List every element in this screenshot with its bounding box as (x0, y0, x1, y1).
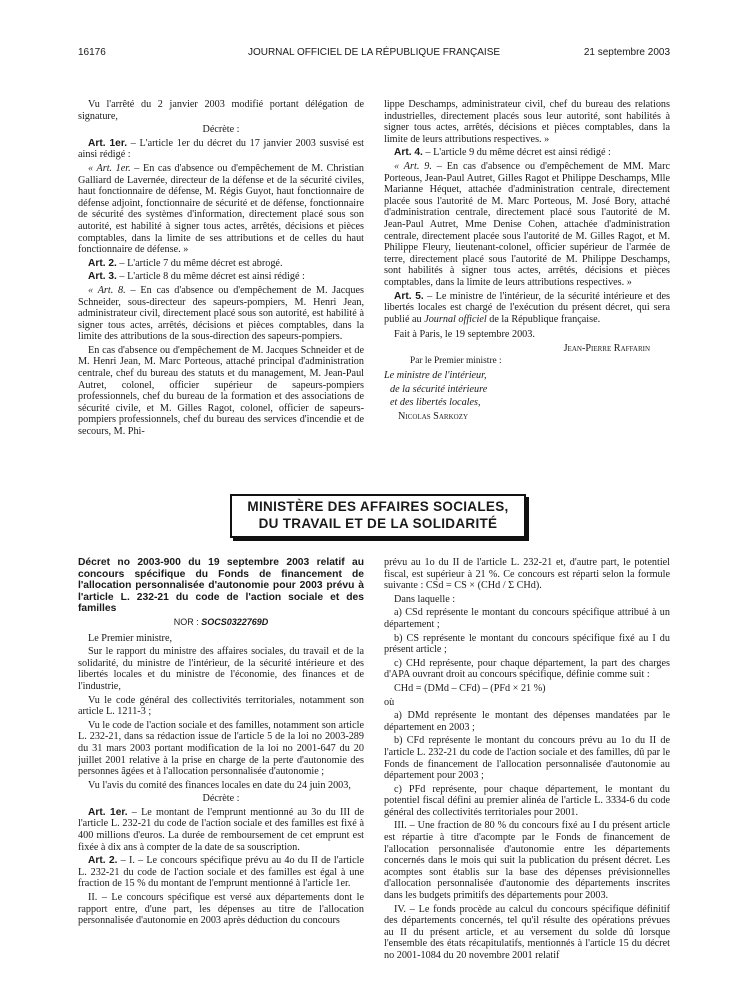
article-label: Art. 1er. (88, 137, 128, 149)
minister-title-line2: de la sécurité intérieure (390, 383, 488, 395)
page-number: 16176 (78, 47, 106, 58)
paragraph: Vu l'avis du comité des finances locales en date du 24 juin 2003, (88, 779, 351, 791)
journal-title: JOURNAL OFFICIEL DE LA RÉPUBLIQUE FRANÇAISE (247, 47, 501, 58)
article-paragraph (78, 271, 364, 283)
minister-name: Nicolas Sarkozy (398, 410, 469, 422)
definition-item: b) CS représente le montant du concours spécifique fixé au I du présent article ; (384, 632, 670, 656)
article-paragraph (78, 258, 364, 270)
article-label: Art. 1er. (88, 806, 128, 818)
quoted-article-label: « Art. 8. (88, 284, 126, 296)
ou-label: où (384, 696, 395, 708)
header-date: 21 septembre 2003 (583, 47, 670, 58)
quoted-article (384, 161, 670, 289)
nor-code: SOCS0322769D (201, 616, 269, 627)
bottom-right-column (384, 557, 670, 962)
article-text: – L'article 9 du même décret est ainsi rédigé : (422, 147, 611, 159)
article-label: Art. 5. (394, 290, 424, 302)
article-text: – I. – Le concours spécifique prévu au 4o du II de l'article L. 232-21 du code de l'action sociale et des familles est égal à une fraction de 15 % du montant de l'emprunt mentionné à l'article 1er. (78, 855, 364, 890)
article-label: Art. 3. (88, 271, 117, 283)
nor-label: NOR : (173, 616, 202, 627)
article-label: Art. 2. (88, 855, 118, 867)
ministry-banner (230, 494, 526, 538)
bottom-left-column (78, 557, 364, 962)
quoted-article (78, 163, 364, 256)
fait-a-paris: Fait à Paris, le 19 septembre 2003. (394, 329, 535, 341)
page-header (78, 47, 670, 63)
decrete-heading: Décrète : (202, 124, 240, 136)
paragraph: lippe Deschamps, administrateur civil, chef du bureau des relations industrielles, directement placés sous leur autorité, sont habilités à signer tous actes, arrêtés, décisions et pièces comptables, dans la limite de leurs attributions respectives. » (384, 99, 670, 145)
article-label: Art. 2. (88, 257, 117, 269)
article-text: – L'article 8 du même décret est ainsi rédigé : (116, 271, 305, 283)
quoted-article-label: « Art. 9. (394, 160, 432, 172)
top-right-column (384, 99, 670, 444)
decree-title: Décret no 2003-900 du 19 septembre 2003 relatif au concours spécifique du Fonds de financement de l'allocation personnalisée d'autonomie pour 2003 prévu à l'article L. 232-21 du code de l'action sociale et des familles (78, 557, 364, 615)
quoted-article-text: – En cas d'absence ou d'empêchement de M. Jacques Schneider, sous-directeur des sapeurs-pompiers, M. Henri Jean, administrateur civil, directement placé sous son autorité, est habilité à signer tous actes, arrêtés, décisions et pièces comptables, dans la limite des attributions de la sous-direction des sapeurs-pompiers. (78, 284, 364, 343)
ministry-banner-line2: DU TRAVAIL ET DE LA SOLIDARITÉ (258, 516, 498, 531)
quoted-article (78, 285, 364, 343)
minister-title-line3: et des libertés locales, (390, 397, 481, 409)
signature-block (384, 329, 670, 422)
paragraph: Le Premier ministre, (88, 632, 173, 644)
paragraph: Vu le code général des collectivités territoriales, notamment son article L. 1211-3 ; (78, 694, 364, 718)
paragraph: En cas d'absence ou d'empêchement de M. Jacques Schneider et de M. Henri Jean, M. Marc Porteous, attaché principal d'administration centrale, chef du bureau des statuts et du management, M. Jean-Paul Autret, colonel, officier supérieur de sapeurs-pompiers professionnels, chef du bureau de la formation et des associations de sécurité civile, et M. Gilles Ragot, colonel, officier de sapeurs-pompiers professionnels, chef du bureau des services d'incendie et de secours, M. Phi- (78, 344, 364, 438)
paragraph: Dans laquelle : (394, 593, 456, 605)
paragraph: II. – Le concours spécifique est versé aux départements dont le rapport entre, d'une part, les dépenses au titre de l'allocation personnalisée d'autonomie en 2003 après déduction du concours (78, 892, 364, 927)
quoted-article-text: – En cas d'absence ou d'empêchement de MM. Marc Porteous, Jean-Paul Autret, Gilles Ragot et Philippe Deschamps, Mlle Marianne Héquet, attachée d'administration centrale, directement placée sous l'autorité de M. Marc Porteous, M. José Bory, attaché d'administration centrale, directement placé sous l'autorité de M. Jean-Paul Autret, Mme Denise Cohen, attachée d'administration centrale, directement placée sous l'autorité de M. Gilles Ragot, et M. Philippe Fleury, lieutenant-colonel, officier supérieur de l'armée de terre, directement placé sous l'autorité de M. Philippe Deschamps, sont habilités à signer tous actes, arrêtés, décisions et pièces comptables, dans la limite de leurs attributions respectives. » (384, 160, 670, 288)
definition-item: a) CSd représente le montant du concours spécifique attribué à un département ; (384, 607, 670, 630)
article-paragraph (78, 807, 364, 853)
article-paragraph (384, 291, 670, 326)
nor-reference (78, 617, 364, 629)
article-paragraph (78, 855, 364, 890)
paragraph: III. – Une fraction de 80 % du concours fixé au I du présent article est répartie à titre d'acompte par le Fonds de financement de l'allocation personnalisée d'autonomie entre les départements concernés dans le mois qui suit la publication du présent décret. Les acomptes sont établis sur la base des dépenses prévisionnelles d'allocation personnalisée d'autonomie des départements inscrites dans les budgets primitifs des départements pour 2003. (384, 820, 670, 902)
quoted-article-label: « Art. 1er. (88, 162, 131, 174)
article-text-end: de la République française. (486, 313, 601, 325)
paragraph: Vu l'arrêté du 2 janvier 2003 modifié portant délégation de signature, (78, 99, 364, 122)
paragraph: IV. – Le fonds procède au calcul du concours spécifique définitif des départements concernés, tel qu'il résulte des opérations prévues au II du présent article, et au versement du solde dû lorsque l'ensemble des états récapitulatifs, mentionnés à l'article 15 du décret no 2001-1084 du 20 novembre 2001 relatif (384, 903, 670, 961)
article-text: – Le ministre de l'intérieur, de la sécurité intérieure et des libertés locales est chargé de l'exécution du présent décret, qui sera publié au (384, 290, 670, 325)
article-label: Art. 4. (394, 147, 423, 159)
quoted-article-text: – En cas d'absence ou d'empêchement de M. Christian Galliard de Lavernée, directeur de la défense et de la sécurité civiles, haut fonctionnaire de défense, M. Régis Guyot, haut fonctionnaire de défense adjoint, fonctionnaire de sécurité et de défense, fonctionnaire de sécurité des systèmes d'information, directement placé sous son autorité, est habilité à signer tous actes, arrêtés, décisions et pièces comptables, dans la limite de ses attributions et de celles du haut fonctionnaire de défense. » (78, 162, 364, 256)
paragraph: Vu le code de l'action sociale et des familles, notamment son article L. 232-21, dans sa rédaction issue de l'article 5 de la loi no 2003-289 du 31 mars 2003 portant modification de la loi no 2001-647 du 20 juillet 2001 relative à la prise en charge de la perte d'autonomie des personnes âgées et à l'allocation personnalisée d'autonomie ; (78, 719, 364, 778)
definition-item: a) DMd représente le montant des dépenses mandatées par le département en 2003 ; (384, 710, 670, 733)
definition-item: c) CHd représente, pour chaque département, la part des charges d'APA ouvrant droit au concours spécifique, définie comme suit : (384, 657, 670, 681)
journal-officiel-ref: Journal officiel (424, 313, 487, 325)
ministry-banner-line1: MINISTÈRE DES AFFAIRES SOCIALES, (247, 499, 509, 514)
article-text: – L'article 1er du décret du 17 janvier 2003 susvisé est ainsi rédigé : (78, 137, 364, 161)
paragraph: prévu au 1o du II de l'article L. 232-21 et, d'autre part, le potentiel fiscal, est supérieur à 21 %. Ce concours est réparti selon la formule suivante : CSd = CS × (CHd / Σ CHd). (384, 557, 670, 592)
article-paragraph (78, 138, 364, 161)
signer-name: Jean-Pierre Raffarin (563, 342, 650, 354)
paragraph: Sur le rapport du ministre des affaires sociales, du travail et de la solidarité, du ministre de l'intérieur, de la sécurité intérieure et des libertés locales et du ministre de l'économie, des finances et de l'industrie, (78, 646, 364, 692)
formula: CHd = (DMd – CFd) – (PFd × 21 %) (394, 682, 546, 694)
definition-item: c) PFd représente, pour chaque département, le montant du potentiel fiscal défini au premier alinéa de l'article L. 3334-6 du code général des collectivités territoriales pour 2001. (384, 783, 670, 818)
minister-title-line1: Le ministre de l'intérieur, (384, 370, 487, 382)
article-paragraph (384, 147, 670, 159)
definition-item: b) CFd représente le montant du concours prévu au 1o du II de l'article L. 232-21 du code de l'action sociale et des familles, dû par le Fonds de financement de l'allocation personnalisée d'autonomie au département pour 2003 ; (384, 735, 670, 782)
par-le-premier-ministre: Par le Premier ministre : (410, 356, 502, 367)
article-text: – L'article 7 du même décret est abrogé. (116, 257, 283, 269)
article-text: – Le montant de l'emprunt mentionné au 3o du III de l'article L. 232-21 du code de l'action sociale et des familles est fixé à 400 millions d'euros. La durée de remboursement de cet emprunt est fixée à dix ans à compter de la date de sa souscription. (78, 806, 364, 853)
top-left-column (78, 99, 364, 444)
decrete-heading: Décrète : (202, 793, 240, 805)
